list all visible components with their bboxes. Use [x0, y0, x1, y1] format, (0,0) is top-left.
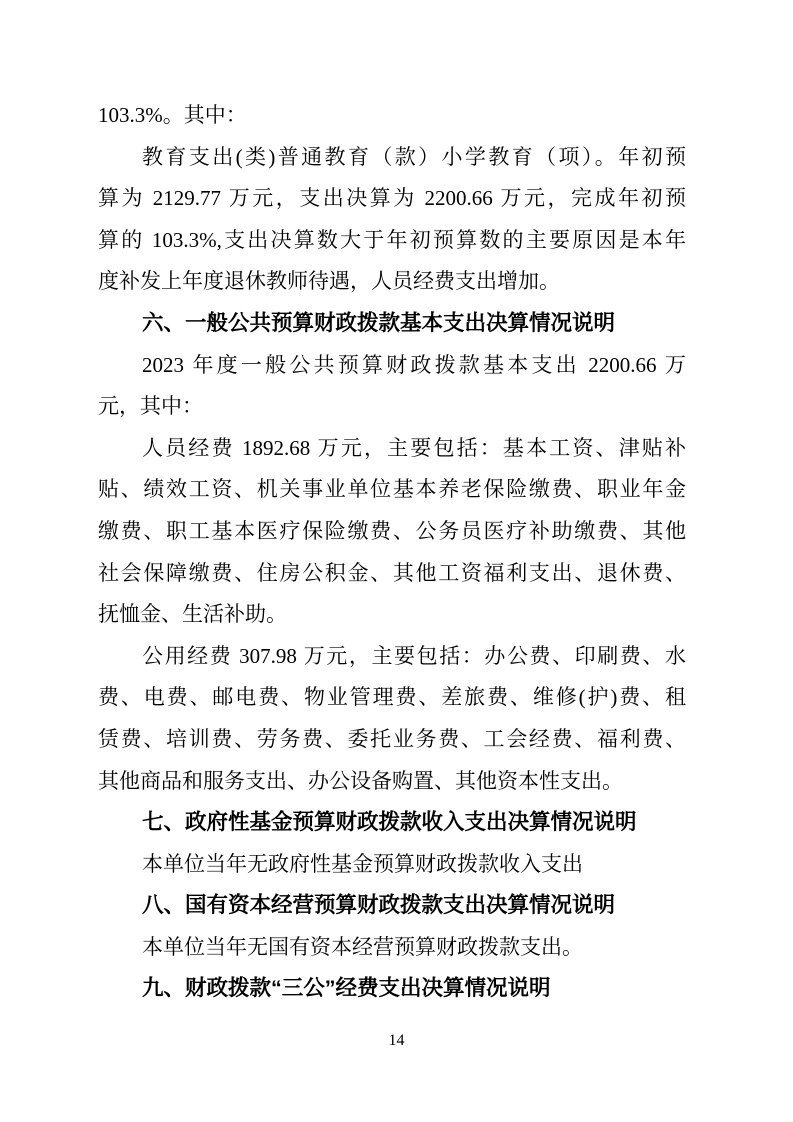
- paragraph-line: 2023 年度一般公共预算财政拨款基本支出 2200.66 万: [142, 352, 686, 377]
- section-heading-line: 六、一般公共预算财政拨款基本支出决算情况说明: [142, 310, 616, 335]
- paragraph-line: 公用经费 307.98 万元，主要包括：办公费、印刷费、水: [142, 643, 686, 668]
- paragraph-line: 社会保障缴费、住房公积金、其他工资福利支出、退休费、: [98, 560, 686, 585]
- paragraph-line: 贴、绩效工资、机关事业单位基本养老保险缴费、职业年金: [98, 477, 686, 502]
- paragraph-line: 教育支出(类)普通教育（款）小学教育（项）。年初预: [142, 144, 686, 169]
- paragraph-line: 本单位当年无国有资本经营预算财政拨款支出。: [142, 934, 583, 959]
- section-heading-line: 八、国有资本经营预算财政拨款支出决算情况说明: [142, 893, 616, 918]
- paragraph-line: 元，其中：: [98, 394, 203, 419]
- section-heading-line: 七、政府性基金预算财政拨款收入支出决算情况说明: [142, 810, 637, 835]
- paragraph-line: 费、电费、邮电费、物业管理费、差旅费、维修(护)费、租: [98, 685, 686, 710]
- paragraph-line: 本单位当年无政府性基金预算财政拨款收入支出: [142, 851, 583, 876]
- paragraph-line: 其他商品和服务支出、办公设备购置、其他资本性支出。: [98, 768, 623, 793]
- document-text: [98, 95, 686, 1010]
- paragraph-line: 人员经费 1892.68 万元，主要包括：基本工资、津贴补: [142, 435, 686, 460]
- paragraph-line: 度补发上年度退休教师待遇，人员经费支出增加。: [98, 269, 560, 294]
- paragraph-line: 算为 2129.77 万元，支出决算为 2200.66 万元，完成年初预: [98, 186, 686, 211]
- paragraph-line: 抚恤金、生活补助。: [98, 602, 287, 627]
- paragraph-line: 缴费、职工基本医疗保险缴费、公务员医疗补助缴费、其他: [98, 518, 686, 543]
- section-heading-line: 九、财政拨款“三公”经费支出决算情况说明: [142, 976, 551, 1001]
- paragraph-line: 算的 103.3%,支出决算数大于年初预算数的主要原因是本年: [98, 227, 686, 252]
- paragraph-line: 103.3%。其中：: [98, 103, 247, 127]
- page-number: 14: [388, 1032, 405, 1049]
- paragraph-line: 赁费、培训费、劳务费、委托业务费、工会经费、福利费、: [98, 726, 686, 751]
